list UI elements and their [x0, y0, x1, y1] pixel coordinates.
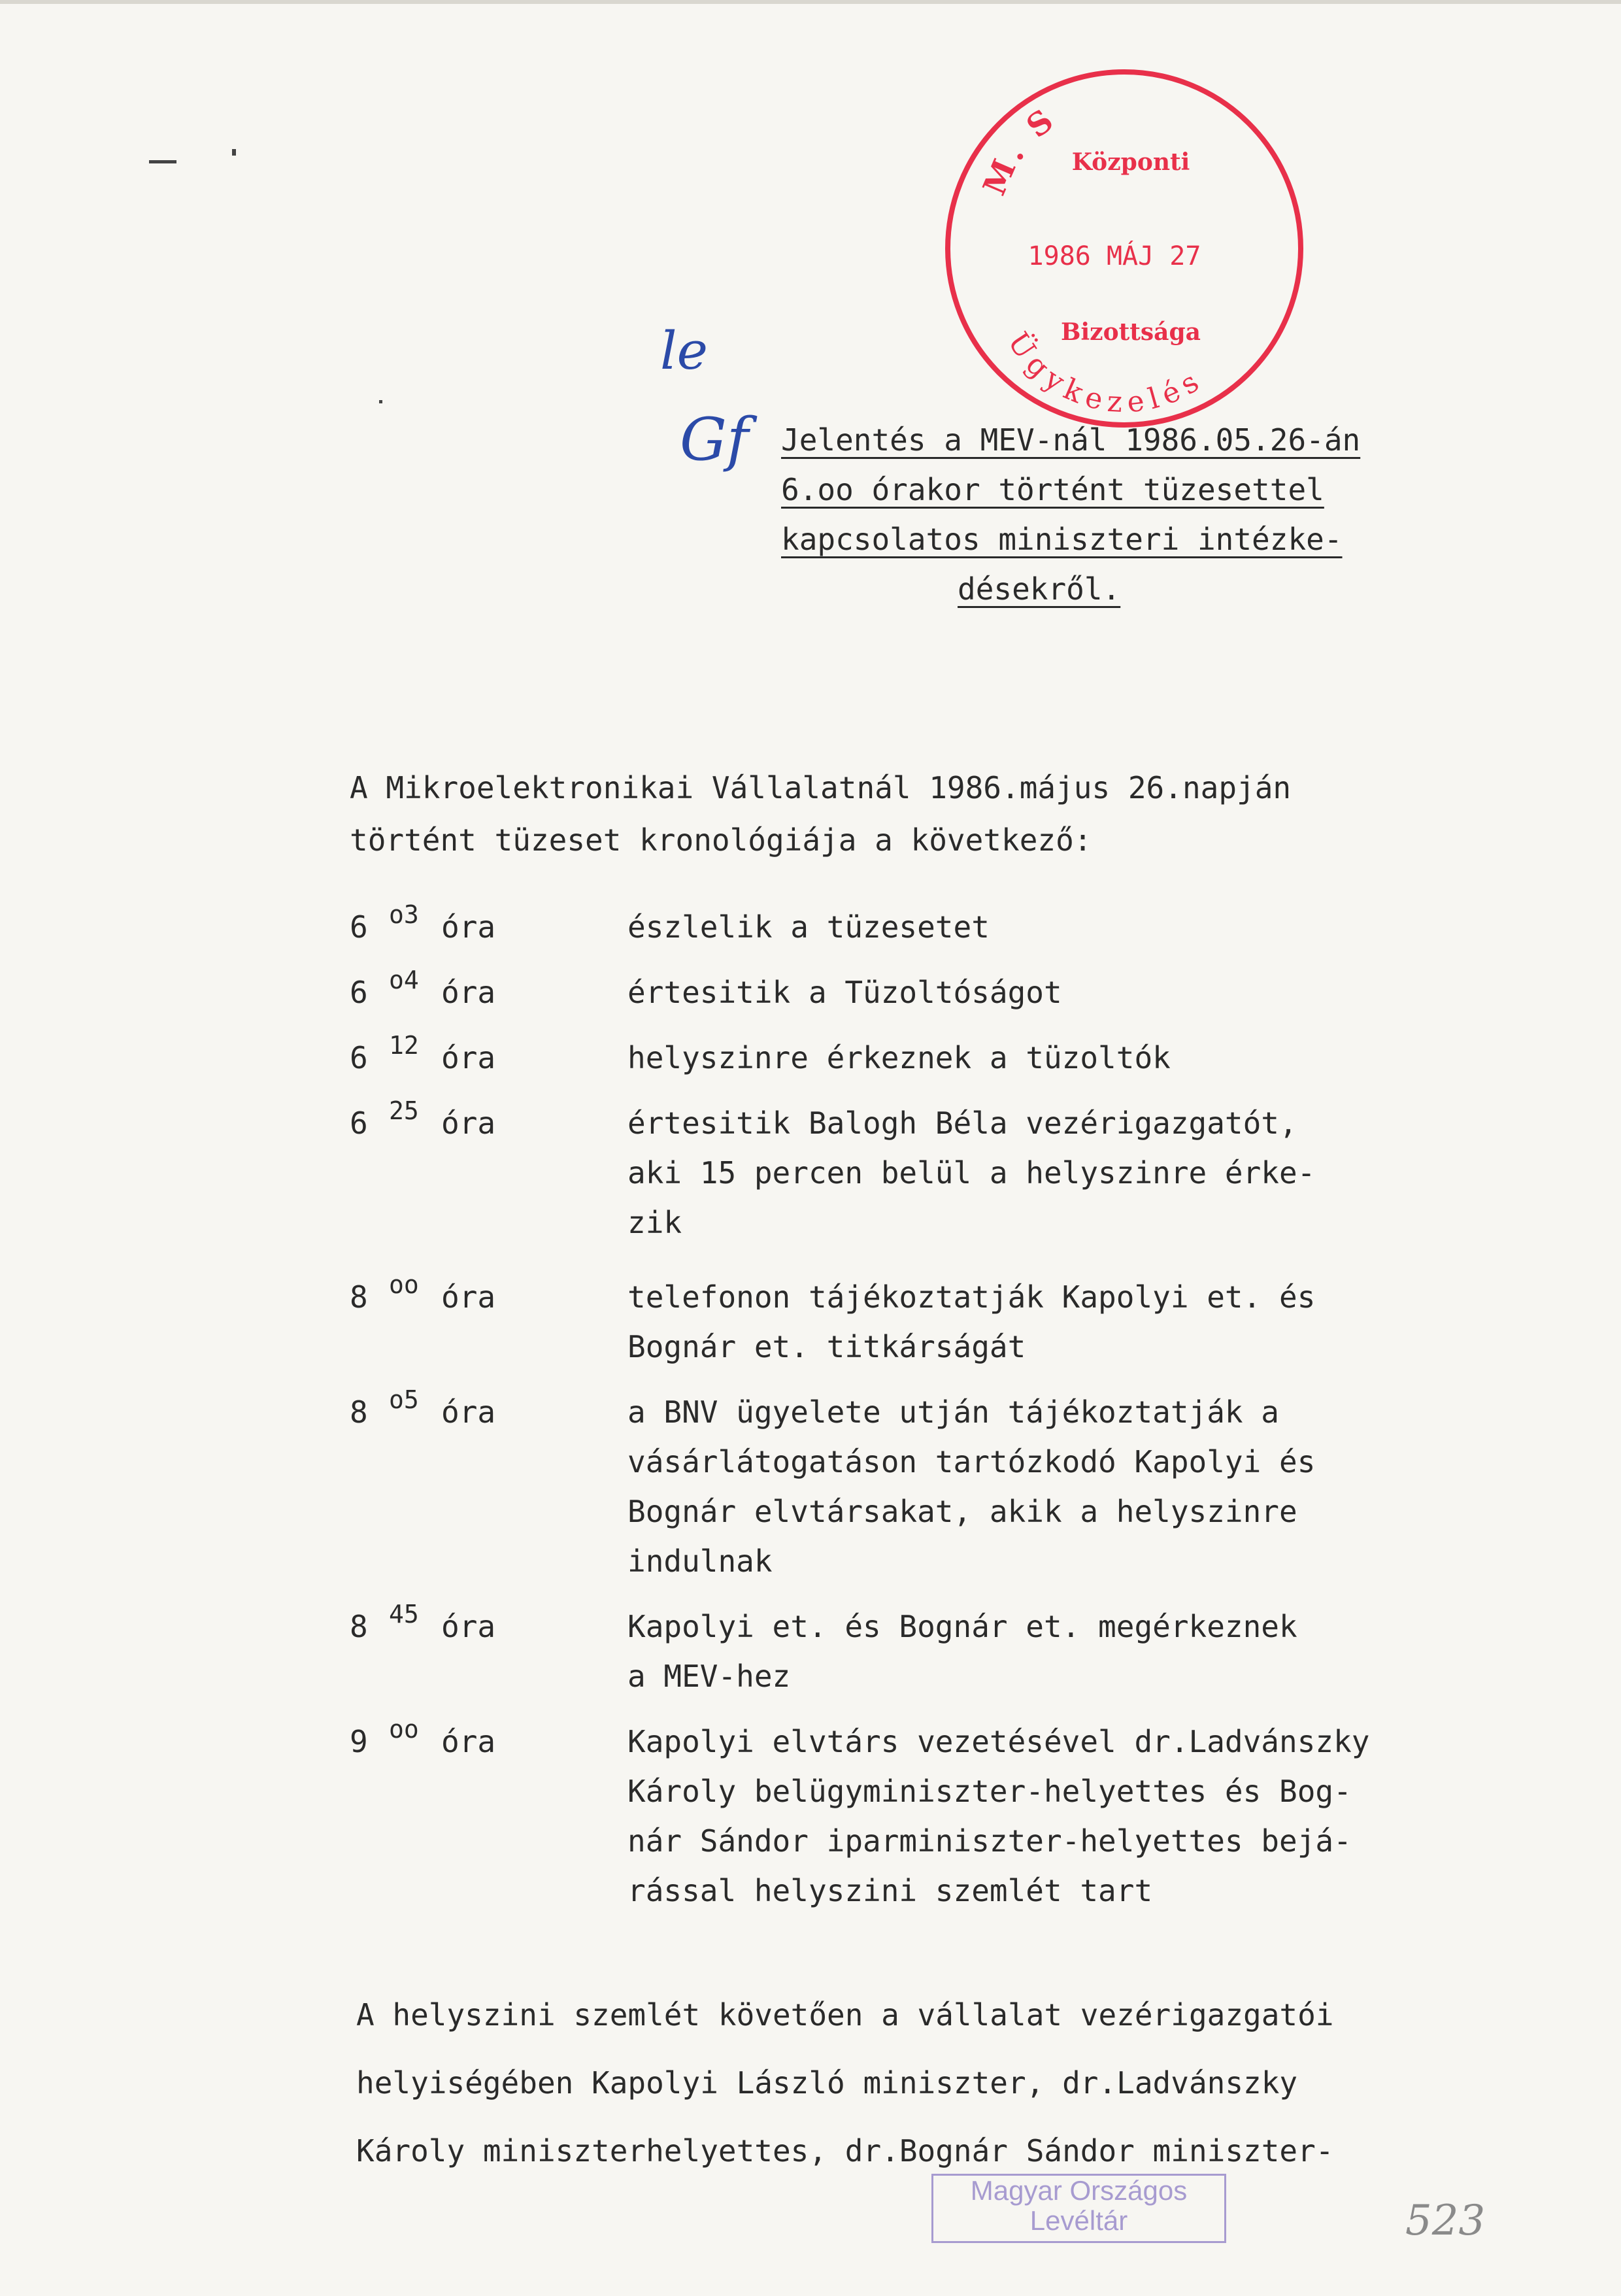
entry-event: Kapolyi et. és Bognár et. megérkeznek a MEV-hez [627, 1609, 1297, 1694]
stamp-center-bottom: Bizottsága [1061, 318, 1201, 346]
scan-mark [149, 160, 176, 163]
subject-line: Jelentés a MEV-nál 1986.05.26-án [781, 422, 1361, 458]
entry-time: 6 $^{o3}$ óra [350, 900, 496, 945]
entry-event: Kapolyi elvtárs vezetésével dr.Ladvánszky Károly belügyminiszter-helyettes és Bog- nár Sándor iparminiszter-helyettes bejá- rással helyszini szemlét tart [627, 1724, 1370, 1908]
entry-time: 8 $^{45}$ óra [350, 1600, 496, 1644]
intro-paragraph [350, 762, 1461, 866]
subject-line: kapcsolatos miniszteri intézke- [781, 522, 1343, 557]
closing-paragraph [356, 1981, 1533, 2185]
archive-stamp-line: Levéltár [1029, 2205, 1128, 2236]
entry-time: 6 $^{25}$ óra [350, 1096, 496, 1141]
archive-stamp [931, 2174, 1226, 2243]
stamp-date: 1986 MÁJ 27 [1028, 241, 1201, 271]
stamp-bottom-text: Ügykezelés [1001, 326, 1211, 420]
stamp-top-text: M. S [976, 99, 1063, 201]
closing-line: Károly miniszterhelyettes, dr.Bognár Sándor miniszter- [356, 2133, 1334, 2169]
subject-line: 6.oo órakor történt tüzesettel [781, 472, 1324, 507]
svg-text:M. S [976, 100, 1063, 201]
entry-event: értesitik a Tüzoltóságot [627, 975, 1062, 1010]
chronology-entry [350, 1602, 1526, 1701]
intro-line: A Mikroelektronikai Vállalatnál 1986.május 26.napján [350, 770, 1292, 805]
chronology-entry [350, 902, 1526, 952]
closing-line: A helyszini szemlét követően a vállalat vezérigazgatói [356, 1997, 1334, 2033]
chronology-entry [350, 1717, 1526, 1916]
entry-event: észlelik a tüzesetet [627, 909, 990, 945]
closing-line: helyiségében Kapolyi László miniszter, dr.Ladvánszky [356, 2065, 1298, 2101]
entry-time: 8 $^{o5}$ óra [350, 1385, 496, 1430]
entry-time: 6 $^{12}$ óra [350, 1031, 496, 1075]
document-subject [781, 415, 1409, 614]
entry-time: 8 $^{oo}$ óra [350, 1270, 496, 1315]
chronology-entry [350, 1387, 1526, 1586]
chronology-list [350, 902, 1526, 1916]
entry-event: értesitik Balogh Béla vezérigazgatót, aki 15 percen belül a helyszinre érke- zik [627, 1106, 1316, 1240]
chronology-entry [350, 1272, 1526, 1372]
archive-stamp-line: Magyar Országos [970, 2175, 1188, 2206]
entry-event: telefonon tájékoztatják Kapolyi et. és Bognár et. titkárságát [627, 1279, 1316, 1364]
scan-edge [0, 0, 1621, 4]
entry-event: a BNV ügyelete utján tájékoztatják a vásárlátogatáson tartózkodó Kapolyi és Bognár elvtársakat, akik a helyszinre indulnak [627, 1394, 1316, 1579]
chronology-entry [350, 1033, 1526, 1083]
scan-mark [232, 149, 236, 156]
page-number-handwritten: 523 [1405, 2197, 1486, 2245]
scan-mark [379, 400, 382, 403]
subject-line: désekről. [958, 571, 1121, 607]
intro-line: történt tüzeset kronológiája a következő: [350, 822, 1092, 858]
handwritten-initials: Gf [680, 405, 749, 474]
chronology-entry [350, 968, 1526, 1017]
registry-stamp [941, 65, 1307, 431]
entry-time: 9 $^{oo}$ óra [350, 1715, 496, 1759]
entry-time: 6 $^{o4}$ óra [350, 966, 496, 1010]
entry-event: helyszinre érkeznek a tüzoltók [627, 1040, 1171, 1075]
handwritten-note: le [660, 320, 708, 381]
chronology-entry [350, 1098, 1526, 1247]
stamp-center-top: Központi [1071, 148, 1190, 176]
